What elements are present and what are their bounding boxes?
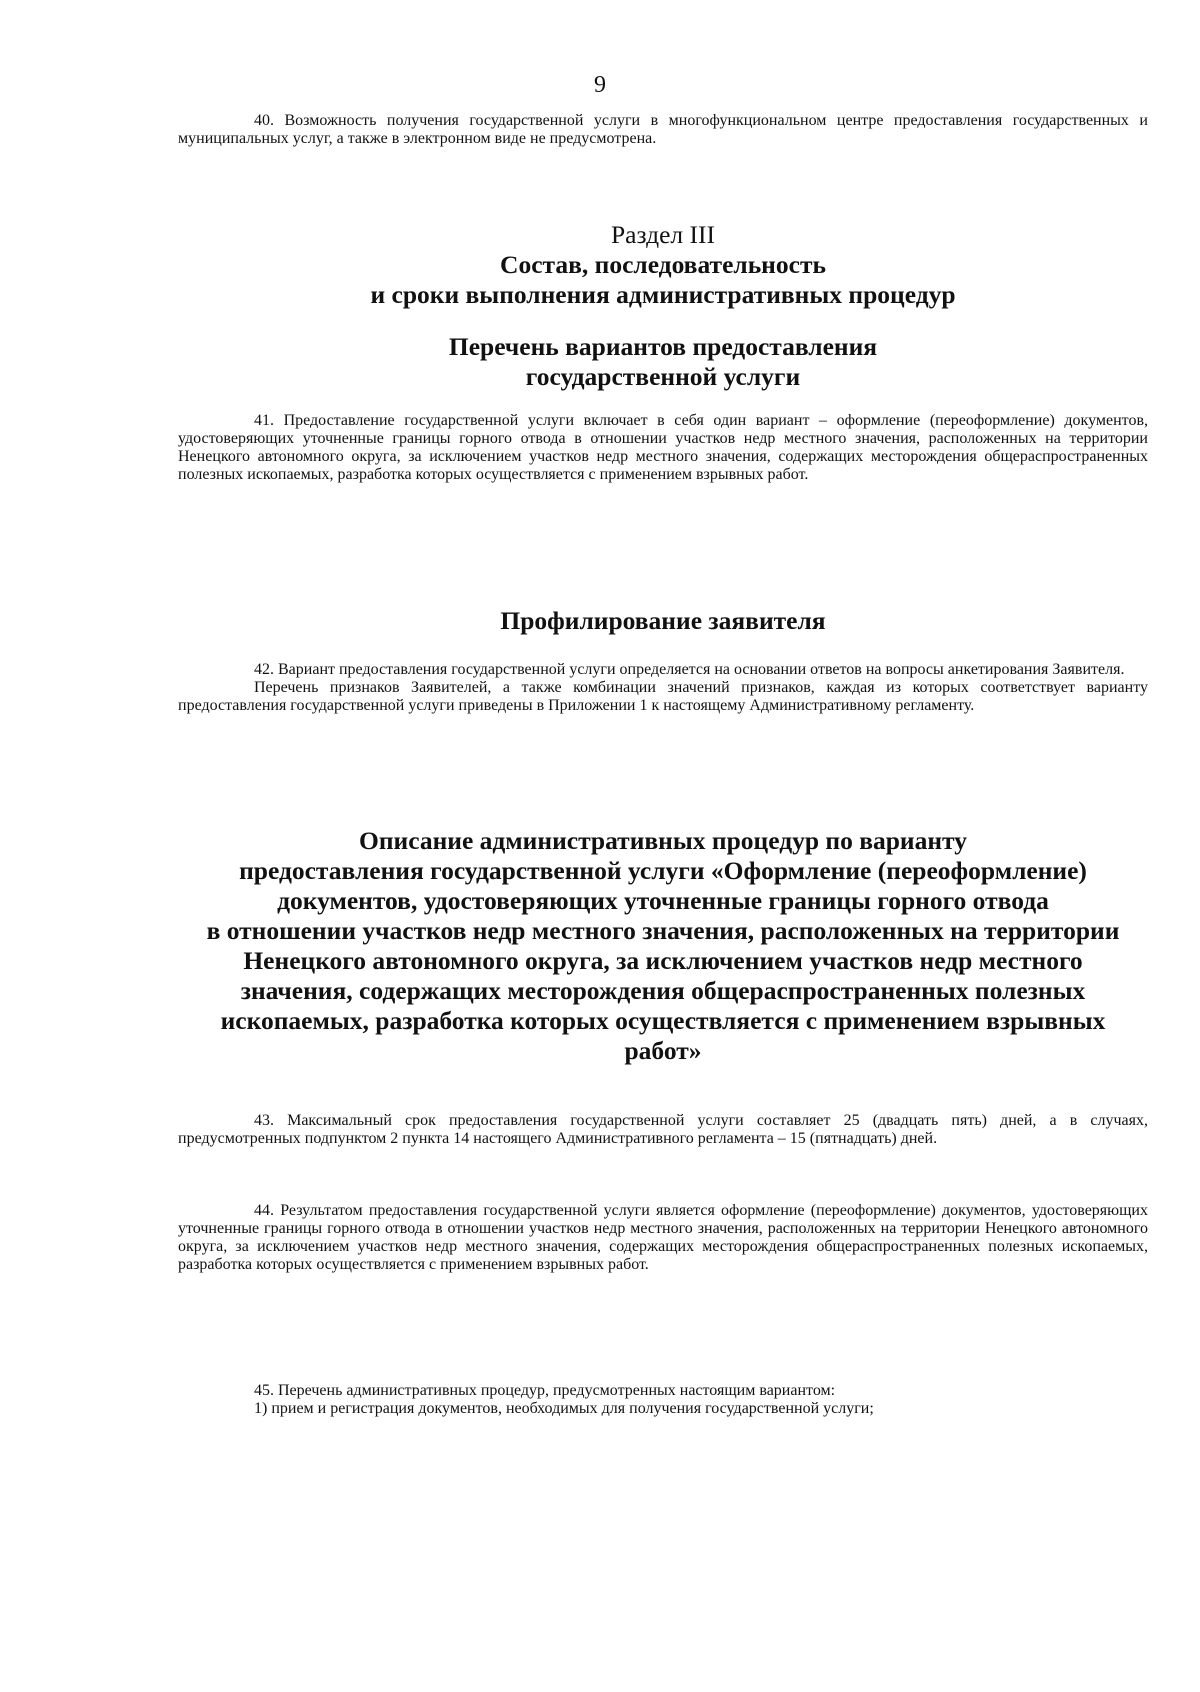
heading-variants xyxy=(178,332,1148,392)
paragraph-40 xyxy=(178,112,1148,148)
paragraph-44 xyxy=(178,1202,1148,1274)
heading-description-line5: Ненецкого автономного округа, за исключением участков недр местного xyxy=(243,946,1083,975)
heading-description-line7: ископаемых, разработка которых осуществляется с применением взрывных xyxy=(220,1006,1106,1035)
section-label: Раздел III xyxy=(611,220,715,249)
paragraph-42 xyxy=(178,661,1148,715)
paragraph-text: 1) прием и регистрация документов, необходимых для получения государственной услуги; xyxy=(254,1400,874,1417)
heading-description-line1: Описание административных процедур по варианту xyxy=(358,826,967,855)
heading-description-line3: документов, удостоверяющих уточненные границы горного отвода xyxy=(277,886,1049,915)
paragraph-43 xyxy=(178,1112,1148,1148)
heading-description-line8: работ» xyxy=(624,1036,702,1065)
heading-description-line2: предоставления государственной услуги «Оформление (переоформление) xyxy=(239,856,1087,885)
paragraph-text: 44. Результатом предоставления государственной услуги является оформление (переоформление) документов, удостоверяющих уточненные границы горного отвода в отношении участков недр местного значения, расположенных на территории Ненецкого автономного округа, за исключением участков недр местного значения, содержащих месторождения общераспространенных полезных ископаемых, разработка которых осуществляется с применением взрывных работ. xyxy=(178,1202,1148,1273)
paragraph-text: 45. Перечень административных процедур, предусмотренных настоящим вариантом: xyxy=(254,1382,836,1399)
heading-profiling-text: Профилирование заявителя xyxy=(500,606,826,635)
paragraph-text: 42. Вариант предоставления государственной услуги определяется на основании ответов на вопросы анкетирования Заявителя. xyxy=(254,661,1125,678)
heading-variants-line2: государственной услуги xyxy=(525,362,801,391)
heading-description xyxy=(178,826,1148,1066)
paragraph-text: 41. Предоставление государственной услуги включает в себя один вариант – оформление (переоформление) документов, удостоверяющих уточненные границы горного отвода в отношении участков недр местного значения, расположенных на территории Ненецкого автономного округа, за исключением участков недр местного значения, содержащих месторождения общераспространенных полезных ископаемых, разработка которых осуществляется с применением взрывных работ. xyxy=(178,412,1148,483)
section-title-line1: Состав, последовательность xyxy=(500,250,826,279)
paragraph-text: Перечень признаков Заявителей, а также комбинации значений признаков, каждая из которых соответствует варианту предоставления государственной услуги приведены в Приложении 1 к настоящему Административному регламенту. xyxy=(178,679,1148,714)
heading-variants-line1: Перечень вариантов предоставления xyxy=(448,332,878,361)
heading-description-line6: значения, содержащих месторождения общераспространенных полезных xyxy=(240,976,1086,1005)
heading-description-line4: в отношении участков недр местного значения, расположенных на территории xyxy=(206,916,1120,945)
paragraph-45 xyxy=(178,1382,1148,1418)
heading-profiling xyxy=(178,606,1148,636)
paragraph-text: 40. Возможность получения государственной услуги в многофункциональном центре предоставления государственных и муниципальных услуг, а также в электронном виде не предусмотрена. xyxy=(178,112,1148,147)
section-title-line2: и сроки выполнения административных процедур xyxy=(370,280,956,309)
paragraph-text: 43. Максимальный срок предоставления государственной услуги составляет 25 (двадцать пять) дней, а в случаях, предусмотренных подпунктом 2 пункта 14 настоящего Административного регламента – 15 (пятнадцать) дней. xyxy=(178,1112,1148,1147)
section-header xyxy=(178,220,1148,310)
paragraph-41 xyxy=(178,412,1148,484)
page-number: 9 xyxy=(594,72,606,98)
